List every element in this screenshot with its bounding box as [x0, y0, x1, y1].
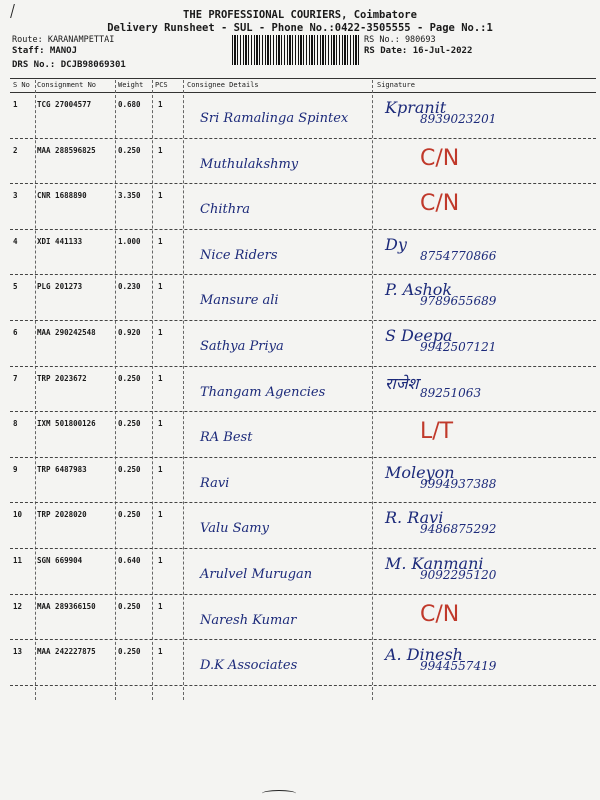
- row-pcs: 1: [158, 647, 163, 657]
- row-consignment: TRP 6487983: [37, 464, 87, 474]
- row-sno: 11: [13, 556, 23, 565]
- table-row: [10, 94, 596, 139]
- table-row: [10, 504, 596, 549]
- drs-number: DRS No.: DCJB98069301: [12, 60, 126, 70]
- row-weight: 0.920: [118, 328, 141, 337]
- row-separator: [10, 229, 596, 230]
- recipient-signature: S Deepa: [385, 326, 453, 345]
- row-weight: 0.250: [118, 601, 141, 611]
- consignee-name: RA Best: [200, 430, 253, 446]
- recipient-signature: Moleyon: [385, 462, 455, 482]
- consignee-name: Nice Riders: [200, 247, 278, 263]
- row-consignment: CNR 1688890: [37, 191, 87, 201]
- row-consignment: MAA 290242548: [37, 328, 96, 337]
- row-pcs: 1: [158, 100, 163, 109]
- row-sno: 9: [13, 464, 18, 474]
- recipient-phone: 9994937388: [420, 476, 497, 491]
- table-row: [10, 276, 596, 321]
- row-pcs: 1: [158, 145, 163, 155]
- row-separator: [10, 685, 596, 686]
- col-consignment: Consignment No: [37, 81, 97, 89]
- row-weight: 0.250: [118, 647, 141, 657]
- row-consignment: XDI 441133: [37, 236, 83, 246]
- document-title: THE PROFESSIONAL COURIERS, Coimbatore: [183, 9, 417, 21]
- consignee-name: Muthulakshmy: [200, 156, 299, 172]
- recipient-signature: M. Kanmani: [385, 554, 484, 573]
- consignee-name: Sathya Priya: [200, 339, 284, 354]
- delivery-status-stamp: C/N: [420, 191, 460, 217]
- table-row: [10, 185, 596, 230]
- row-sno: 1: [13, 100, 18, 109]
- consignee-name: Thangam Agencies: [200, 384, 326, 400]
- row-sno: 4: [13, 236, 18, 246]
- recipient-phone: 9092295120: [420, 568, 497, 582]
- row-weight: 0.640: [118, 556, 141, 565]
- header-rule-bottom: [10, 92, 596, 93]
- recipient-signature: P. Ashok: [385, 280, 453, 300]
- row-consignment: TRP 2023672: [37, 373, 87, 383]
- row-sno: 6: [13, 328, 18, 337]
- rs-number: RS No.: 980693: [364, 35, 436, 45]
- row-pcs: 1: [158, 419, 163, 429]
- recipient-phone: 8939023201: [420, 112, 497, 126]
- recipient-signature: राजेश: [385, 373, 419, 393]
- col-pcs: PCS: [155, 81, 168, 89]
- table-row: [10, 550, 596, 595]
- row-pcs: 1: [158, 464, 163, 474]
- consignee-name: Mansure ali: [200, 293, 279, 309]
- row-consignment: IXM 501800126: [37, 419, 96, 429]
- consignee-name: Naresh Kumar: [200, 612, 297, 628]
- row-consignment: MAA 288596825: [37, 145, 96, 155]
- recipient-signature: R. Ravi: [385, 508, 444, 528]
- row-consignment: PLG 201273: [37, 282, 83, 292]
- row-sno: 3: [13, 191, 18, 201]
- row-separator: [10, 639, 596, 640]
- row-pcs: 1: [158, 510, 163, 520]
- row-separator: [10, 183, 596, 184]
- row-weight: 0.230: [118, 282, 141, 292]
- row-weight: 0.680: [118, 100, 141, 109]
- recipient-signature: Dy: [385, 234, 407, 254]
- document-subtitle: Delivery Runsheet - SUL - Phone No.:0422-3505555 - Page No.:1: [107, 22, 493, 34]
- row-weight: 0.250: [118, 419, 141, 429]
- delivery-status-stamp: L/T: [420, 419, 454, 445]
- row-separator: [10, 320, 596, 321]
- row-separator: [10, 274, 596, 275]
- row-consignment: MAA 289366150: [37, 601, 96, 611]
- table-row: [10, 413, 596, 458]
- row-weight: 0.250: [118, 510, 141, 520]
- consignee-name: Chithra: [200, 202, 251, 218]
- table-row: [10, 231, 596, 276]
- delivery-status-stamp: C/N: [420, 145, 460, 171]
- table-row: [10, 641, 596, 686]
- recipient-signature: Kpranit: [385, 98, 447, 117]
- row-sno: 12: [13, 601, 23, 611]
- row-pcs: 1: [158, 556, 163, 565]
- row-sno: 2: [13, 145, 18, 155]
- row-consignment: MAA 242227875: [37, 647, 96, 657]
- table-row: [10, 459, 596, 504]
- table-header: [10, 80, 596, 92]
- recipient-phone: 9944557419: [420, 659, 497, 674]
- col-sno: S No: [13, 81, 30, 89]
- recipient-phone: 89251063: [420, 385, 482, 400]
- row-pcs: 1: [158, 282, 163, 292]
- consignee-name: Sri Ramalinga Spintex: [200, 111, 349, 126]
- row-separator: [10, 594, 596, 595]
- consignee-name: D.K Associates: [200, 658, 298, 674]
- row-sno: 13: [13, 647, 23, 657]
- row-separator: [10, 138, 596, 139]
- row-weight: 0.250: [118, 464, 141, 474]
- recipient-phone: 9789655689: [420, 294, 497, 309]
- barcode: [232, 35, 360, 65]
- row-separator: [10, 502, 596, 503]
- row-sno: 7: [13, 373, 18, 383]
- col-consignee: Consignee Details: [187, 81, 259, 89]
- table-row: [10, 596, 596, 641]
- row-consignment: TCG 27004577: [37, 100, 92, 109]
- recipient-phone: 9942507121: [420, 340, 497, 354]
- row-sno: 8: [13, 419, 18, 429]
- row-pcs: 1: [158, 236, 163, 246]
- row-consignment: SGN 669904: [37, 556, 83, 565]
- table-row: [10, 140, 596, 185]
- staff-label: Staff: MANOJ: [12, 46, 78, 56]
- col-weight: Weight: [118, 81, 144, 89]
- row-separator: [10, 457, 596, 458]
- row-weight: 0.250: [118, 373, 141, 383]
- header-rule-top: [10, 78, 596, 79]
- row-consignment: TRP 2028020: [37, 510, 87, 520]
- bottom-pen-mark: [262, 790, 296, 797]
- row-weight: 3.350: [118, 191, 141, 201]
- row-weight: 1.000: [118, 236, 141, 246]
- delivery-status-stamp: C/N: [420, 601, 460, 627]
- col-signature: Signature: [377, 81, 415, 89]
- consignee-name: Ravi: [200, 475, 230, 491]
- row-pcs: 1: [158, 191, 163, 201]
- rs-date: RS Date: 16-Jul-2022: [364, 46, 473, 56]
- route-label: Route: KARANAMPETTAI: [12, 35, 115, 45]
- row-pcs: 1: [158, 373, 163, 383]
- consignee-name: Valu Samy: [200, 521, 269, 537]
- recipient-signature: A. Dinesh: [385, 645, 463, 665]
- row-sno: 5: [13, 282, 18, 292]
- row-sno: 10: [13, 510, 23, 520]
- row-pcs: 1: [158, 328, 163, 337]
- recipient-phone: 8754770866: [420, 248, 497, 263]
- row-separator: [10, 366, 596, 367]
- row-pcs: 1: [158, 601, 163, 611]
- consignee-name: Arulvel Murugan: [200, 567, 313, 582]
- table-row: [10, 322, 596, 367]
- row-separator: [10, 548, 596, 549]
- recipient-phone: 9486875292: [420, 522, 497, 537]
- table-row: [10, 368, 596, 413]
- row-separator: [10, 411, 596, 412]
- row-weight: 0.250: [118, 145, 141, 155]
